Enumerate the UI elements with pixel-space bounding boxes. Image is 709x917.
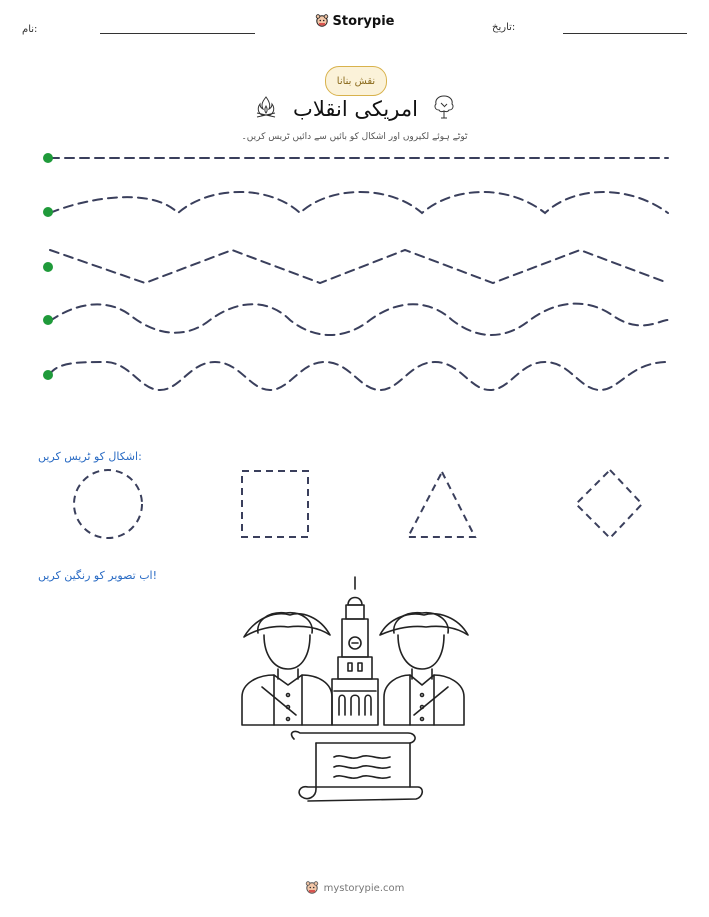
shape-circle xyxy=(74,470,142,538)
instructions: ٹوٹے ہوئے لکیروں اور اشکال کو بائیں سے دائیں ٹریس کریں۔ xyxy=(241,132,468,142)
activity-badge: نقش بنانا xyxy=(325,66,387,96)
right-soldier-icon xyxy=(380,613,468,725)
start-dot xyxy=(43,315,53,325)
date-label: تاریخ: xyxy=(492,22,516,33)
name-line[interactable] xyxy=(100,33,255,34)
scroll-icon xyxy=(292,731,423,801)
start-dot xyxy=(43,153,53,163)
shapes-heading: اشکال کو ٹریس کریں: xyxy=(38,450,142,463)
storypie-logo-icon xyxy=(305,880,319,897)
brand xyxy=(0,12,709,31)
start-dot xyxy=(43,370,53,380)
brand-name: Storypie xyxy=(332,14,395,29)
left-soldier-icon xyxy=(242,613,332,725)
title-row xyxy=(0,94,709,124)
page-title: امریکی انقلاب xyxy=(293,97,418,121)
trace-line-wave-1 xyxy=(50,192,668,213)
tracing-lines xyxy=(0,140,709,400)
storypie-logo-icon xyxy=(315,12,329,31)
coloring-picture xyxy=(238,575,474,807)
start-dot xyxy=(43,207,53,217)
shape-triangle xyxy=(408,472,475,537)
footer xyxy=(0,880,709,897)
trace-line-wave-2 xyxy=(50,304,668,335)
campfire-icon xyxy=(253,94,279,124)
tree-icon xyxy=(432,94,456,124)
start-dot xyxy=(43,262,53,272)
trace-line-zigzag xyxy=(50,250,668,283)
name-label: نام: xyxy=(22,24,38,35)
trace-line-wave-3 xyxy=(50,362,668,390)
color-heading: اب تصویر کو رنگین کریں! xyxy=(38,569,158,582)
shape-diamond xyxy=(576,470,642,538)
independence-hall-icon xyxy=(332,577,378,725)
date-line[interactable] xyxy=(563,33,687,34)
shape-square xyxy=(242,471,308,537)
shapes-row xyxy=(60,462,660,547)
footer-url[interactable]: mystorypie.com xyxy=(323,883,405,894)
